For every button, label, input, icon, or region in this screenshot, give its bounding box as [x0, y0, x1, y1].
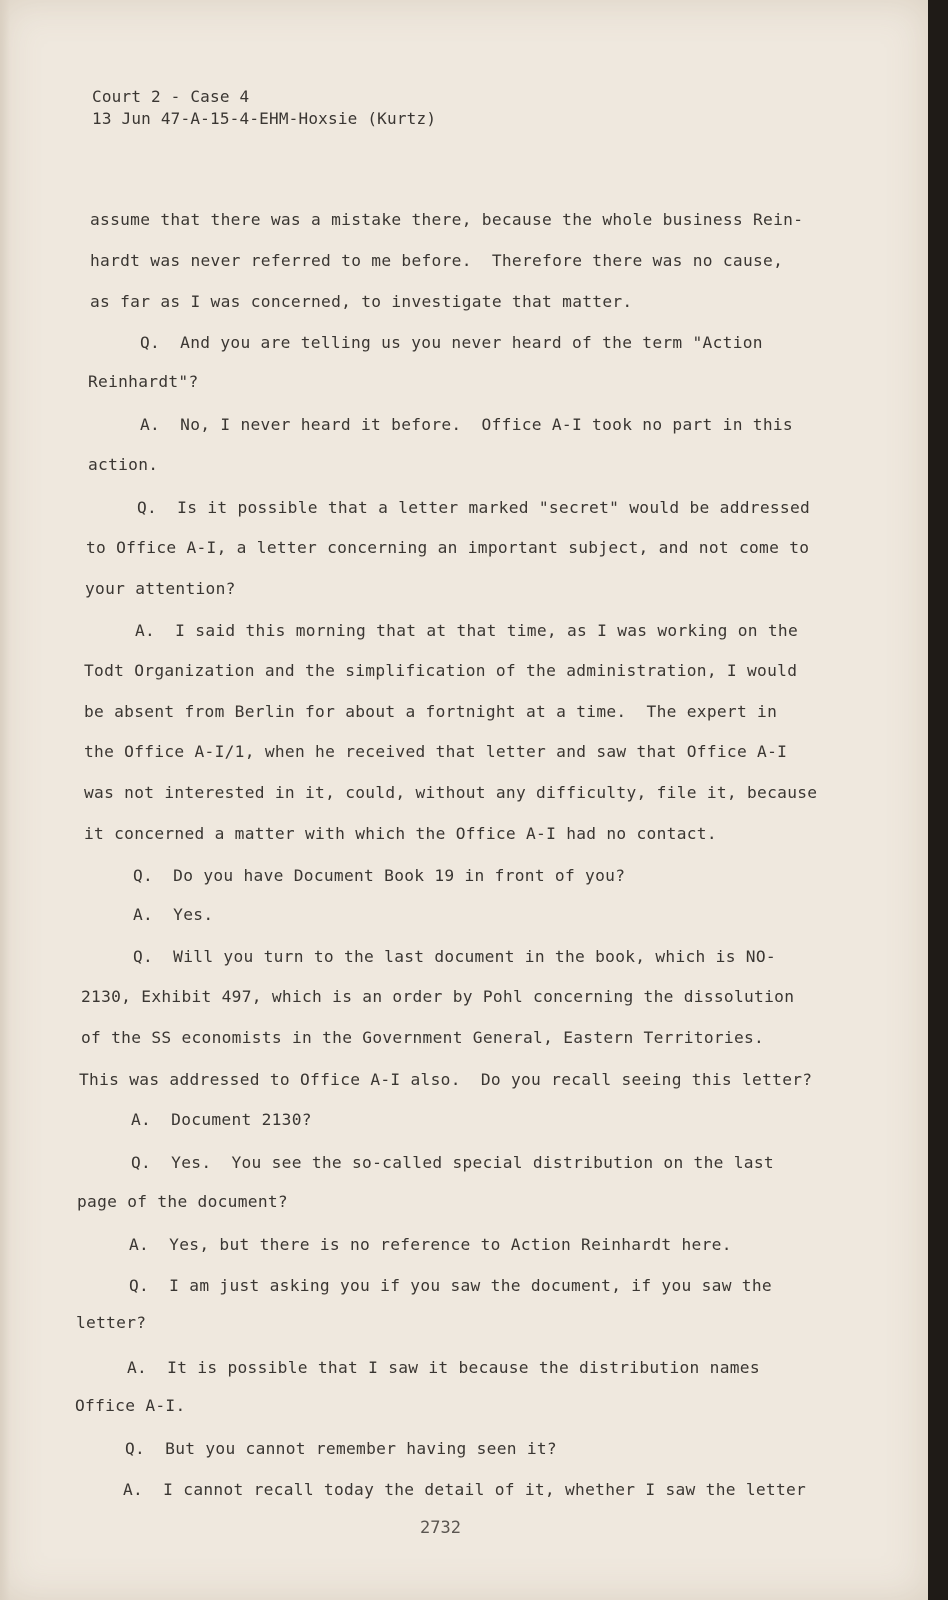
- transcript-line: as far as I was concerned, to investigate that matter.: [90, 292, 633, 311]
- transcript-line: 2130, Exhibit 497, which is an order by Pohl concerning the dissolution: [81, 987, 795, 1006]
- transcript-line: Q. Is it possible that a letter marked "secret" would be addressed: [137, 498, 811, 517]
- transcript-line: be absent from Berlin for about a fortnight at a time. The expert in: [84, 702, 778, 721]
- transcript-line: it concerned a matter with which the Office A-I had no contact.: [84, 824, 717, 843]
- header-reference: 13 Jun 47-A-15-4-EHM-Hoxsie (Kurtz): [92, 109, 437, 128]
- transcript-line: A. I said this morning that at that time, as I was working on the: [135, 621, 799, 640]
- header-court-case: Court 2 - Case 4: [92, 87, 250, 106]
- transcript-line: Reinhardt"?: [88, 372, 199, 391]
- transcript-line: letter?: [76, 1313, 147, 1332]
- transcript-line: assume that there was a mistake there, because the whole business Rein-: [90, 210, 804, 229]
- transcript-line: action.: [88, 455, 159, 474]
- transcript-line: This was addressed to Office A-I also. Do you recall seeing this letter?: [79, 1070, 813, 1089]
- transcript-line: Office A-I.: [75, 1396, 186, 1415]
- transcript-line: Q. I am just asking you if you saw the document, if you saw the: [129, 1276, 772, 1295]
- transcript-line: to Office A-I, a letter concerning an important subject, and not come to: [86, 538, 810, 557]
- transcript-line: of the SS economists in the Government General, Eastern Territories.: [81, 1028, 765, 1047]
- scan-background-edge: [928, 0, 948, 1600]
- transcript-line: Q. Will you turn to the last document in the book, which is NO-: [133, 947, 776, 966]
- transcript-line: A. I cannot recall today the detail of it, whether I saw the letter: [123, 1480, 807, 1499]
- transcript-line: the Office A-I/1, when he received that letter and saw that Office A-I: [84, 742, 788, 761]
- transcript-line: was not interested in it, could, without any difficulty, file it, because: [84, 783, 818, 802]
- transcript-line: hardt was never referred to me before. Therefore there was no cause,: [90, 251, 784, 270]
- transcript-line: A. Document 2130?: [131, 1110, 312, 1129]
- transcript-line: A. Yes, but there is no reference to Action Reinhardt here.: [129, 1235, 732, 1254]
- transcript-line: Q. Do you have Document Book 19 in front of you?: [133, 866, 626, 885]
- transcript-line: Q. But you cannot remember having seen it?: [125, 1439, 557, 1458]
- transcript-line: Q. Yes. You see the so-called special distribution on the last: [131, 1153, 774, 1172]
- transcript-line: A. Yes.: [133, 905, 214, 924]
- transcript-line: Q. And you are telling us you never heard of the term "Action: [140, 333, 763, 352]
- page-number: 2732: [420, 1518, 461, 1538]
- transcript-line: page of the document?: [77, 1192, 288, 1211]
- transcript-line: Todt Organization and the simplification of the administration, I would: [84, 661, 798, 680]
- transcript-line: A. No, I never heard it before. Office A-I took no part in this: [140, 415, 793, 434]
- transcript-line: A. It is possible that I saw it because the distribution names: [127, 1358, 760, 1377]
- transcript-line: your attention?: [85, 579, 236, 598]
